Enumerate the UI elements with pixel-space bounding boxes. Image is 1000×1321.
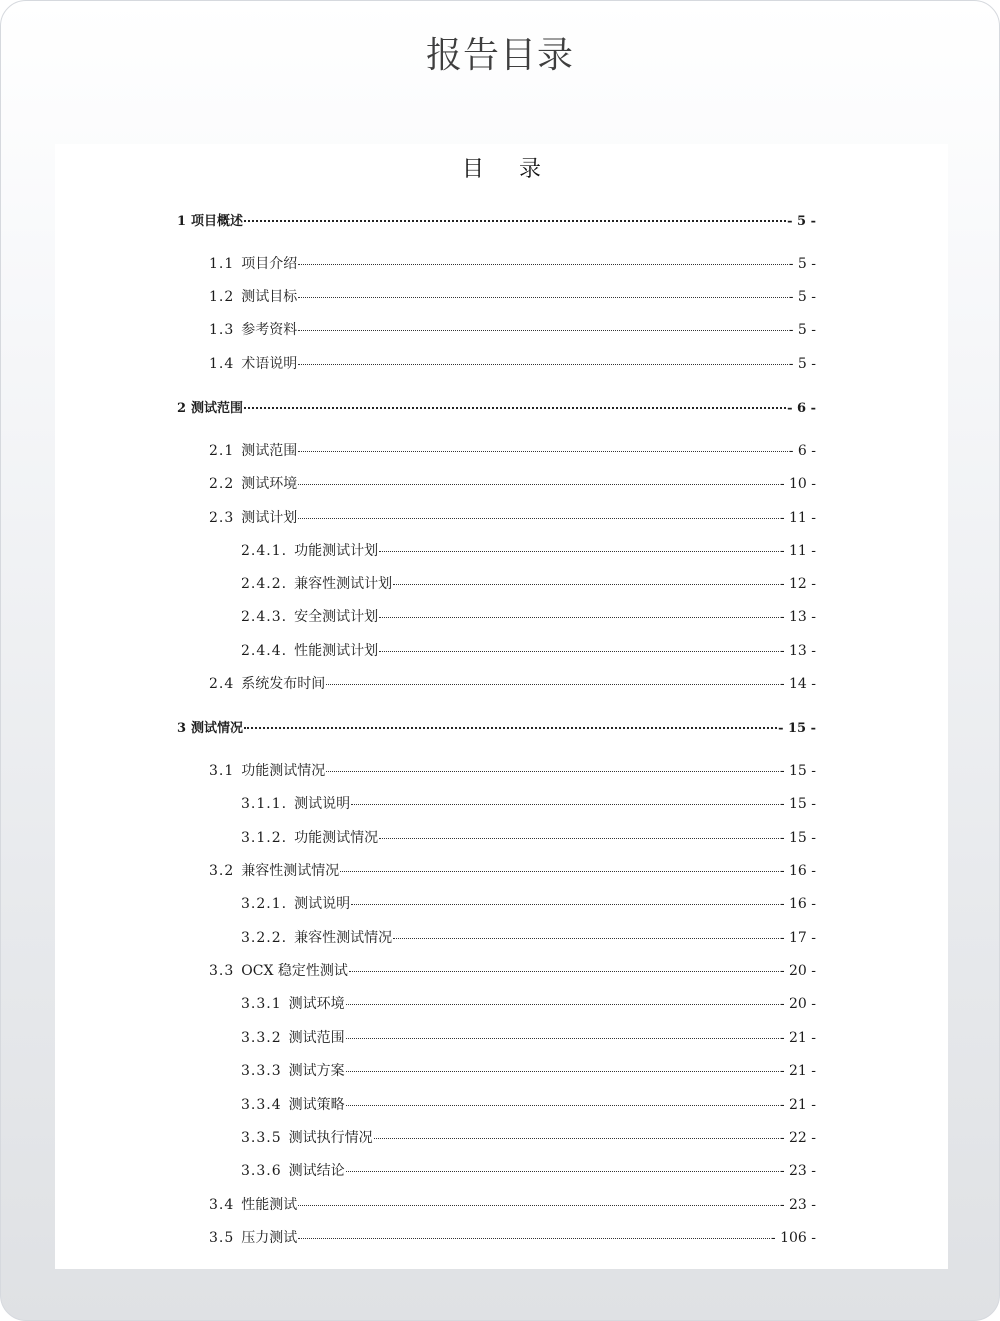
toc-entry[interactable] xyxy=(241,640,816,662)
toc-entry-page: - 15 - xyxy=(779,763,816,779)
toc-entry-number: 1.2 xyxy=(209,289,235,305)
toc-dot-leader xyxy=(298,1238,770,1239)
toc-entry[interactable] xyxy=(209,673,816,695)
toc-entry-label: OCX 稳定性测试 xyxy=(241,963,348,979)
toc-entry-label: 项目概述 xyxy=(191,214,244,229)
toc-entry-page: - 6 - xyxy=(787,401,816,416)
toc-dot-leader xyxy=(340,871,779,872)
toc-entry-page: - 5 - xyxy=(788,289,816,305)
toc-dot-leader xyxy=(298,518,779,519)
toc-entry-number: 2.4.1. xyxy=(241,543,288,559)
toc-entry-label: 测试情况 xyxy=(191,721,244,736)
toc-entry-number: 2.4.3. xyxy=(241,609,288,625)
toc-dot-leader xyxy=(379,617,779,618)
toc-entry-label: 测试方案 xyxy=(288,1063,345,1079)
toc-entry-label: 测试范围 xyxy=(241,443,298,459)
toc-entry-label: 测试环境 xyxy=(241,476,298,492)
toc-entry-number: 3.3.5 xyxy=(241,1130,282,1146)
toc-entry[interactable] xyxy=(209,760,816,782)
toc-entry-page: - 5 - xyxy=(787,214,816,229)
toc-entry-page: - 11 - xyxy=(779,543,816,559)
toc-entry-number: 1.3 xyxy=(209,322,235,338)
toc-entry[interactable] xyxy=(177,397,816,419)
toc-entry-number: 3.3.4 xyxy=(241,1097,282,1113)
toc-entry-page: - 6 - xyxy=(788,443,816,459)
toc-entry-page: - 21 - xyxy=(779,1063,816,1079)
toc-entry-label: 压力测试 xyxy=(241,1230,298,1246)
table-of-contents xyxy=(55,144,948,1269)
toc-entry[interactable] xyxy=(241,1094,816,1116)
toc-entry-number: 3.4 xyxy=(209,1197,235,1213)
toc-entry-page: - 23 - xyxy=(779,1197,816,1213)
toc-entry-label: 功能测试情况 xyxy=(241,763,326,779)
toc-entry-label: 性能测试 xyxy=(241,1197,298,1213)
toc-entry-page: - 15 - xyxy=(778,721,816,736)
toc-entry-label: 项目介绍 xyxy=(241,256,298,272)
toc-entry[interactable] xyxy=(177,210,816,232)
toc-dot-leader xyxy=(351,904,779,905)
toc-entry-label: 测试执行情况 xyxy=(288,1130,373,1146)
toc-entry-number: 3.2.2. xyxy=(241,930,288,946)
toc-entry[interactable] xyxy=(241,540,816,562)
toc-dot-leader xyxy=(379,651,779,652)
toc-dot-leader xyxy=(298,330,787,331)
page-title: 报告目录 xyxy=(425,35,574,76)
toc-entry[interactable] xyxy=(241,1060,816,1082)
toc-entry[interactable] xyxy=(241,573,816,595)
toc-entry-number: 1.1 xyxy=(209,256,235,272)
toc-entry-number: 2.4 xyxy=(209,676,235,692)
toc-entry-page: - 14 - xyxy=(779,676,816,692)
toc-dot-leader xyxy=(244,407,786,409)
toc-dot-leader xyxy=(374,1138,779,1139)
toc-entry-label: 安全测试计划 xyxy=(294,609,379,625)
toc-entry-label: 测试说明 xyxy=(294,896,351,912)
toc-entry[interactable] xyxy=(209,253,816,275)
toc-entry-page: - 20 - xyxy=(779,963,816,979)
toc-entry-label: 兼容性测试情况 xyxy=(294,930,393,946)
toc-entry-page: - 22 - xyxy=(779,1130,816,1146)
toc-entry-label: 功能测试计划 xyxy=(294,543,379,559)
toc-entry-label: 测试范围 xyxy=(288,1030,345,1046)
toc-entry[interactable] xyxy=(241,893,816,915)
toc-entry-label: 系统发布时间 xyxy=(241,676,326,692)
toc-dot-leader xyxy=(393,938,779,939)
toc-entry-page: - 16 - xyxy=(779,863,816,879)
toc-dot-leader xyxy=(244,727,777,729)
toc-dot-leader xyxy=(393,584,779,585)
toc-entry-number: 2 xyxy=(177,401,187,416)
toc-entry-label: 功能测试情况 xyxy=(294,830,379,846)
toc-entry-number: 2.4.2. xyxy=(241,576,288,592)
toc-entry-page: - 12 - xyxy=(779,576,816,592)
toc-entry-number: 3.1.1. xyxy=(241,796,288,812)
toc-entry-label: 测试范围 xyxy=(191,401,244,416)
toc-entry-number: 1.4 xyxy=(209,356,235,372)
toc-entry-page: - 21 - xyxy=(779,1097,816,1113)
toc-entry-page: - 16 - xyxy=(779,896,816,912)
toc-entry-label: 测试环境 xyxy=(288,996,345,1012)
toc-entry[interactable] xyxy=(209,1227,816,1249)
toc-dot-leader xyxy=(298,297,787,298)
toc-entry-page: - 11 - xyxy=(779,510,816,526)
toc-entry-number: 3 xyxy=(177,721,187,736)
toc-entry-number: 2.3 xyxy=(209,510,235,526)
toc-entry-page: - 23 - xyxy=(779,1163,816,1179)
toc-entry-number: 3.5 xyxy=(209,1230,235,1246)
toc-entry-page: - 13 - xyxy=(779,643,816,659)
toc-entry-number: 2.1 xyxy=(209,443,235,459)
toc-entry-number: 3.3.3 xyxy=(241,1063,282,1079)
document-page xyxy=(55,144,948,1269)
toc-entry-label: 测试结论 xyxy=(288,1163,345,1179)
toc-entry-number: 3.3.6 xyxy=(241,1163,282,1179)
toc-entry[interactable] xyxy=(209,960,816,982)
toc-dot-leader xyxy=(298,484,779,485)
toc-entry-number: 2.4.4. xyxy=(241,643,288,659)
toc-dot-leader xyxy=(298,451,787,452)
toc-dot-leader xyxy=(298,364,787,365)
toc-entry-page: - 5 - xyxy=(788,356,816,372)
toc-entry[interactable] xyxy=(241,927,816,949)
toc-dot-leader xyxy=(351,804,779,805)
toc-dot-leader xyxy=(346,1171,779,1172)
toc-entry-number: 1 xyxy=(177,214,187,229)
toc-entry-page: - 20 - xyxy=(779,996,816,1012)
toc-entry-label: 性能测试计划 xyxy=(294,643,379,659)
toc-dot-leader xyxy=(379,551,779,552)
toc-entry-page: - 5 - xyxy=(788,256,816,272)
toc-entry-page: - 15 - xyxy=(779,830,816,846)
toc-entry-page: - 13 - xyxy=(779,609,816,625)
toc-dot-leader xyxy=(346,1105,779,1106)
toc-entry-number: 3.3.2 xyxy=(241,1030,282,1046)
toc-dot-leader xyxy=(298,264,787,265)
toc-entry-number: 3.2 xyxy=(209,863,235,879)
toc-entry-page: - 17 - xyxy=(779,930,816,946)
toc-entry[interactable] xyxy=(209,353,816,375)
document-title: 目 录 xyxy=(462,157,555,182)
toc-entry-label: 测试计划 xyxy=(241,510,298,526)
toc-entry-label: 测试目标 xyxy=(241,289,298,305)
toc-entry-page: - 15 - xyxy=(779,796,816,812)
toc-entry-label: 测试策略 xyxy=(288,1097,345,1113)
toc-entry[interactable] xyxy=(209,319,816,341)
toc-entry[interactable] xyxy=(241,1027,816,1049)
toc-dot-leader xyxy=(244,220,786,222)
toc-dot-leader xyxy=(346,1004,779,1005)
toc-entry[interactable] xyxy=(241,827,816,849)
toc-dot-leader xyxy=(326,684,779,685)
toc-entry-page: - 10 - xyxy=(779,476,816,492)
toc-entry[interactable] xyxy=(209,860,816,882)
toc-entry[interactable] xyxy=(177,717,816,739)
toc-entry[interactable] xyxy=(241,1160,816,1182)
toc-entry-number: 3.1 xyxy=(209,763,235,779)
toc-entry-page: - 21 - xyxy=(779,1030,816,1046)
toc-entry-label: 参考资料 xyxy=(241,322,298,338)
toc-entry-number: 3.1.2. xyxy=(241,830,288,846)
toc-entry-label: 兼容性测试情况 xyxy=(241,863,340,879)
toc-entry[interactable] xyxy=(209,440,816,462)
toc-dot-leader xyxy=(346,1071,779,1072)
toc-entry[interactable] xyxy=(241,606,816,628)
toc-dot-leader xyxy=(379,838,779,839)
toc-entry-label: 兼容性测试计划 xyxy=(294,576,393,592)
toc-entry[interactable] xyxy=(209,1194,816,1216)
toc-entry-label: 测试说明 xyxy=(294,796,351,812)
toc-entry[interactable] xyxy=(209,286,816,308)
toc-entry[interactable] xyxy=(241,993,816,1015)
toc-dot-leader xyxy=(346,1038,779,1039)
toc-dot-leader xyxy=(326,771,779,772)
toc-entry-number: 3.3.1 xyxy=(241,996,282,1012)
toc-entry-label: 术语说明 xyxy=(241,356,298,372)
toc-entry[interactable] xyxy=(241,793,816,815)
toc-entry-number: 3.3 xyxy=(209,963,235,979)
toc-entry-number: 3.2.1. xyxy=(241,896,288,912)
toc-dot-leader xyxy=(298,1205,779,1206)
toc-entry[interactable] xyxy=(209,473,816,495)
toc-entry-number: 2.2 xyxy=(209,476,235,492)
toc-entry[interactable] xyxy=(209,507,816,529)
toc-entry-page: - 5 - xyxy=(788,322,816,338)
toc-entry[interactable] xyxy=(241,1127,816,1149)
toc-dot-leader xyxy=(349,971,779,972)
toc-entry-page: - 106 - xyxy=(770,1230,816,1246)
